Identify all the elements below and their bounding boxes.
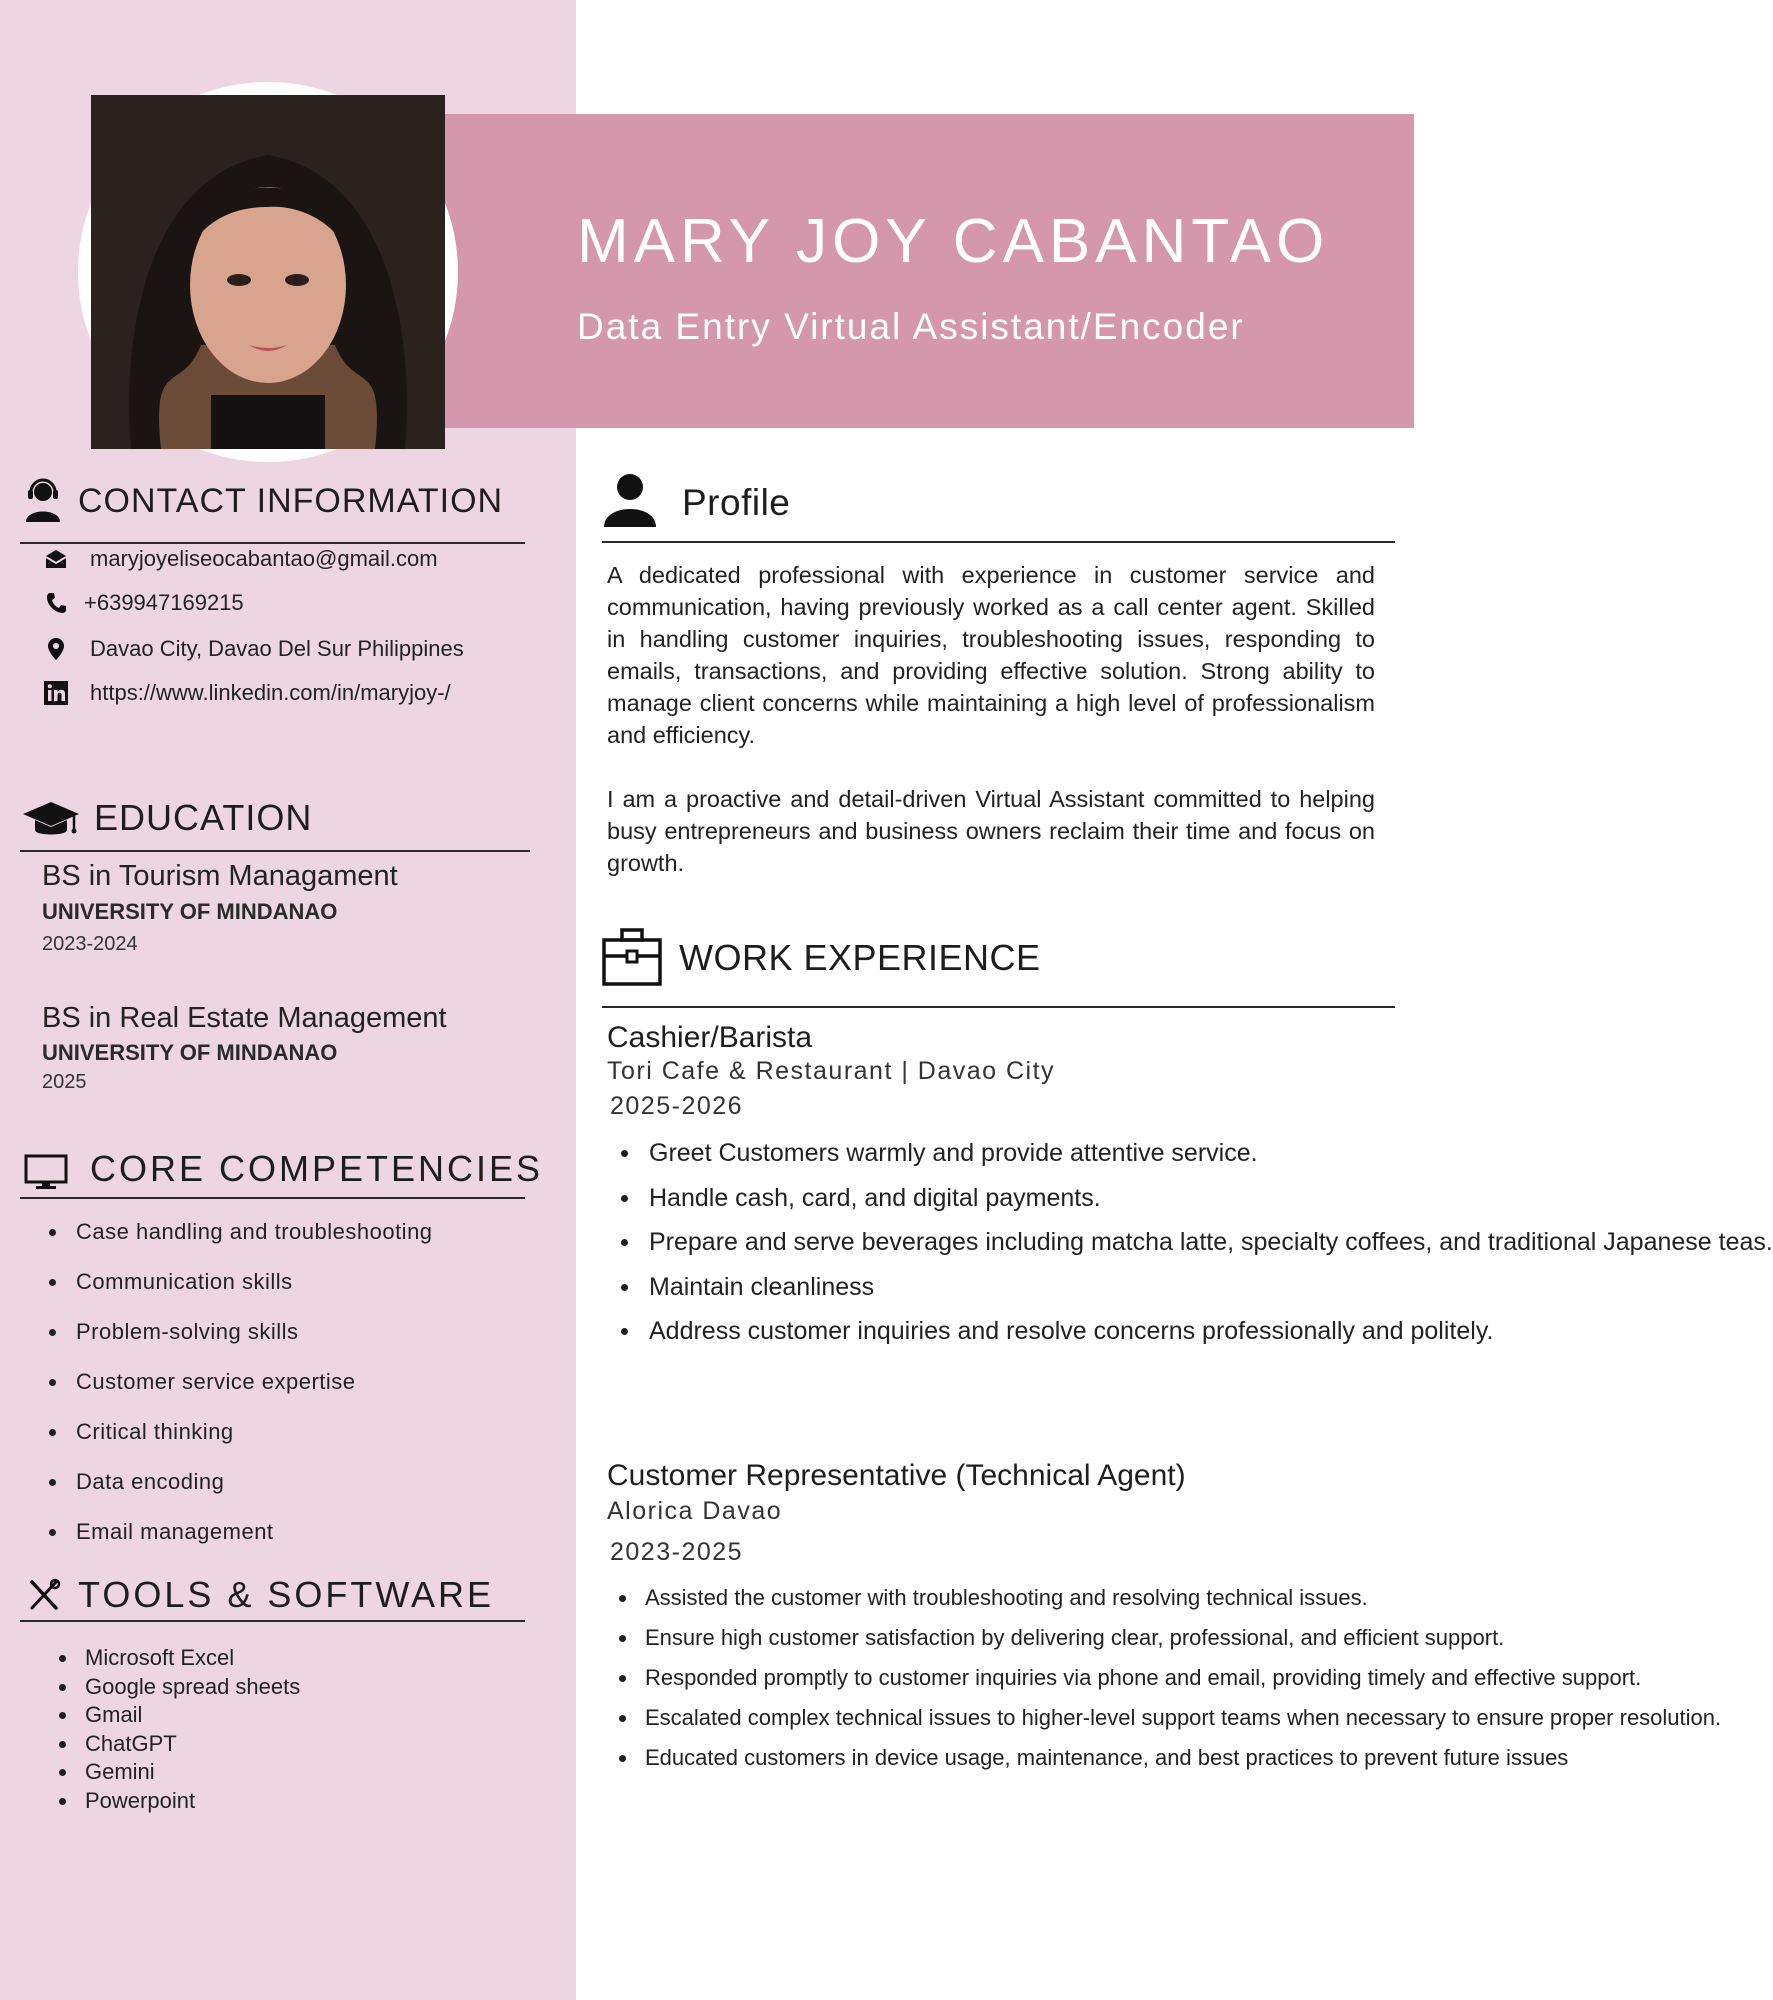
job-company: Tori Cafe & Restaurant | Davao City: [607, 1057, 1056, 1085]
list-item: Google spread sheets: [57, 1673, 300, 1702]
monitor-icon: [24, 1154, 68, 1190]
list-item: Problem-solving skills: [48, 1317, 433, 1367]
tools-divider: [20, 1620, 525, 1622]
list-item: Ensure high customer satisfaction by delivering clear, professional, and efficient support.: [607, 1618, 1325, 1658]
profile-paragraph: I am a proactive and detail-driven Virtual Assistant committed to helping busy entrepreneurs and business owners reclaim their time and focus on growth.: [607, 786, 1375, 876]
candidate-name: MARY JOY CABANTAO: [577, 207, 1330, 276]
list-item: Escalated complex technical issues to higher-level support teams when necessary to ensure proper resolution.: [607, 1698, 1325, 1738]
linkedin-icon: [44, 681, 68, 705]
job-duties-list: [607, 1131, 1773, 1354]
profile-paragraph: A dedicated professional with experience in customer service and communication, having previously worked as a call center agent. Skilled in handling customer inquiries, troubleshooting issues, responding to emails, transactions, and providing effective solution. Strong ability to manage client concerns while maintaining a high level of professionalism and efficiency.: [607, 562, 1375, 748]
job-duties-list: [607, 1578, 1722, 1778]
linkedin-link[interactable]: https://www.linkedin.com/in/maryjoy-/: [90, 680, 451, 705]
work-divider: [602, 1006, 1395, 1008]
competencies-heading: CORE COMPETENCIES: [90, 1148, 544, 1189]
list-item: Critical thinking: [48, 1417, 433, 1467]
list-item: Email management: [48, 1517, 433, 1567]
education-school: UNIVERSITY OF MINDANAO: [42, 899, 338, 924]
phone-number[interactable]: +639947169215: [84, 590, 244, 615]
profile-heading: Profile: [682, 482, 791, 523]
education-divider: [20, 850, 530, 852]
phone-icon: [46, 592, 66, 614]
list-item: Maintain cleanliness: [607, 1265, 1369, 1310]
list-item: Data encoding: [48, 1467, 433, 1517]
education-year: 2025: [42, 1071, 87, 1093]
job-years: 2023-2025: [610, 1538, 744, 1566]
list-item: Communication skills: [48, 1267, 433, 1317]
graduation-cap-icon: [22, 800, 80, 840]
education-degree: BS in Real Estate Management: [42, 1002, 447, 1034]
contact-phone-row: [40, 586, 244, 620]
location-pin-icon: [47, 637, 65, 661]
education-school: UNIVERSITY OF MINDANAO: [42, 1040, 338, 1065]
list-item: Address customer inquiries and resolve concerns professionally and politely.: [607, 1309, 1369, 1354]
profile-summary: [607, 559, 1375, 911]
tools-list: [57, 1644, 300, 1816]
work-heading: WORK EXPERIENCE: [679, 937, 1041, 978]
list-item: Assisted the customer with troubleshooting and resolving technical issues.: [607, 1578, 1325, 1618]
profile-divider: [602, 541, 1395, 543]
list-item: Educated customers in device usage, maintenance, and best practices to prevent future issues: [607, 1738, 1325, 1778]
list-item: Customer service expertise: [48, 1367, 433, 1417]
contact-email-row: [40, 542, 438, 576]
job-title: Customer Representative (Technical Agent): [607, 1459, 1186, 1492]
job-company: Alorica Davao: [607, 1497, 783, 1525]
list-item: Gmail: [57, 1701, 300, 1730]
job-years: 2025-2026: [610, 1092, 744, 1120]
contact-linkedin-row: [40, 676, 451, 710]
candidate-role: Data Entry Virtual Assistant/Encoder: [577, 306, 1245, 347]
contact-location-row: [40, 632, 464, 666]
tools-heading: TOOLS & SOFTWARE: [78, 1574, 495, 1615]
list-item: Responded promptly to customer inquiries via phone and email, providing timely and effective support.: [607, 1658, 1325, 1698]
contact-heading: CONTACT INFORMATION: [78, 482, 504, 520]
list-item: Greet Customers warmly and provide attentive service.: [607, 1131, 1369, 1176]
list-item: ChatGPT: [57, 1730, 300, 1759]
competencies-list: [48, 1217, 433, 1567]
job-title: Cashier/Barista: [607, 1021, 813, 1054]
location-text: Davao City, Davao Del Sur Philippines: [90, 636, 464, 661]
list-item: Gemini: [57, 1758, 300, 1787]
list-item: Case handling and troubleshooting: [48, 1217, 433, 1267]
headset-user-icon: [24, 478, 62, 522]
list-item: Prepare and serve beverages including matcha latte, specialty coffees, and traditional Japanese teas.: [607, 1220, 1369, 1265]
competencies-divider: [20, 1197, 525, 1199]
list-item: Handle cash, card, and digital payments.: [607, 1176, 1369, 1221]
list-item: Microsoft Excel: [57, 1644, 300, 1673]
education-year: 2023-2024: [42, 933, 138, 955]
education-degree: BS in Tourism Managament: [42, 860, 398, 892]
email-link[interactable]: maryjoyeliseocabantao@gmail.com: [90, 546, 438, 571]
briefcase-icon: [602, 928, 662, 986]
person-icon: [602, 473, 658, 527]
tools-icon: [28, 1580, 60, 1610]
education-heading: EDUCATION: [94, 797, 313, 838]
envelope-icon: [44, 549, 68, 569]
profile-photo: [91, 95, 445, 449]
list-item: Powerpoint: [57, 1787, 300, 1816]
